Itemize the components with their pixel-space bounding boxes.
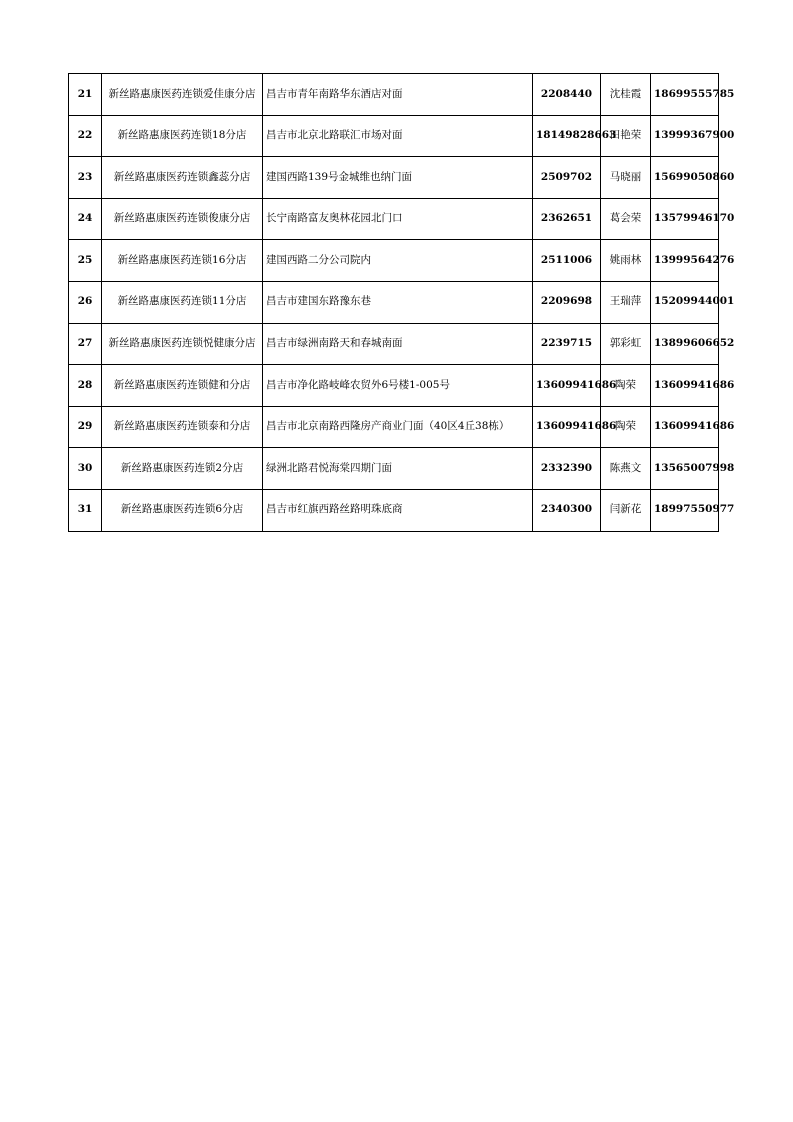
table-row xyxy=(69,198,719,240)
store-name: 新丝路惠康医药连锁11分店 xyxy=(102,281,263,323)
row-number: 31 xyxy=(69,489,102,531)
store-name: 新丝路惠康医药连锁6分店 xyxy=(102,489,263,531)
store-address: 昌吉市红旗西路丝路明珠底商 xyxy=(263,489,533,531)
store-phone: 2239715 xyxy=(533,323,601,365)
store-phone: 2209698 xyxy=(533,281,601,323)
contact-mobile: 13565007998 xyxy=(651,448,719,490)
contact-person: 葛会荣 xyxy=(601,198,651,240)
contact-person: 陈燕文 xyxy=(601,448,651,490)
store-phone: 2340300 xyxy=(533,489,601,531)
store-directory-table xyxy=(68,73,735,532)
table-row xyxy=(69,115,719,157)
contact-person: 沈桂霞 xyxy=(601,74,651,116)
store-rows xyxy=(69,74,735,532)
contact-person: 马晓丽 xyxy=(601,157,651,199)
row-number: 21 xyxy=(69,74,102,116)
store-name: 新丝路惠康医药连锁16分店 xyxy=(102,240,263,282)
contact-person: 陶荣 xyxy=(601,406,651,448)
table-row xyxy=(69,157,719,199)
table-row xyxy=(69,406,719,448)
store-phone: 2511006 xyxy=(533,240,601,282)
table-row xyxy=(69,489,719,531)
store-address: 建国西路二分公司院内 xyxy=(263,240,533,282)
contact-person: 田艳荣 xyxy=(601,115,651,157)
store-address: 昌吉市绿洲南路天和春城南面 xyxy=(263,323,533,365)
row-number: 24 xyxy=(69,198,102,240)
contact-mobile: 13999367900 xyxy=(651,115,719,157)
store-address: 昌吉市建国东路豫东巷 xyxy=(263,281,533,323)
row-number: 28 xyxy=(69,365,102,407)
contact-mobile: 13609941686 xyxy=(651,406,719,448)
store-address: 昌吉市净化路岐峰农贸外6号楼1-005号 xyxy=(263,365,533,407)
store-name: 新丝路惠康医药连锁鑫蕊分店 xyxy=(102,157,263,199)
store-phone: 2208440 xyxy=(533,74,601,116)
contact-person: 闫新花 xyxy=(601,489,651,531)
store-name: 新丝路惠康医药连锁俊康分店 xyxy=(102,198,263,240)
store-name: 新丝路惠康医药连锁2分店 xyxy=(102,448,263,490)
store-name: 新丝路惠康医药连锁18分店 xyxy=(102,115,263,157)
row-number: 26 xyxy=(69,281,102,323)
contact-mobile: 13579946170 xyxy=(651,198,719,240)
store-phone: 13609941686 xyxy=(533,406,601,448)
store-phone: 2509702 xyxy=(533,157,601,199)
contact-person: 陶荣 xyxy=(601,365,651,407)
table-row xyxy=(69,74,719,116)
table-row xyxy=(69,240,719,282)
store-address: 绿洲北路君悦海棠四期门面 xyxy=(263,448,533,490)
store-name: 新丝路惠康医药连锁悦健康分店 xyxy=(102,323,263,365)
contact-mobile: 13609941686 xyxy=(651,365,719,407)
row-number: 23 xyxy=(69,157,102,199)
store-address: 建国西路139号金城维也纳门面 xyxy=(263,157,533,199)
store-name: 新丝路惠康医药连锁健和分店 xyxy=(102,365,263,407)
store-phone: 2332390 xyxy=(533,448,601,490)
contact-mobile: 13899606652 xyxy=(651,323,719,365)
store-address: 昌吉市北京北路联汇市场对面 xyxy=(263,115,533,157)
row-number: 29 xyxy=(69,406,102,448)
row-number: 25 xyxy=(69,240,102,282)
contact-mobile: 15699050860 xyxy=(651,157,719,199)
store-address: 昌吉市北京南路西隆房产商业门面（40区4丘38栋） xyxy=(263,406,533,448)
table-row xyxy=(69,281,719,323)
store-address: 昌吉市青年南路华东酒店对面 xyxy=(263,74,533,116)
contact-mobile: 13999564276 xyxy=(651,240,719,282)
store-phone: 13609941686 xyxy=(533,365,601,407)
table-row xyxy=(69,448,719,490)
store-phone: 18149828663 xyxy=(533,115,601,157)
table-row xyxy=(69,323,719,365)
contact-mobile: 15209944001 xyxy=(651,281,719,323)
contact-mobile: 18699555785 xyxy=(651,74,719,116)
contact-person: 王瑞萍 xyxy=(601,281,651,323)
store-phone: 2362651 xyxy=(533,198,601,240)
contact-person: 郭彩虹 xyxy=(601,323,651,365)
store-address: 长宁南路富友奥林花园北门口 xyxy=(263,198,533,240)
store-name: 新丝路惠康医药连锁爱佳康分店 xyxy=(102,74,263,116)
row-number: 30 xyxy=(69,448,102,490)
table-row xyxy=(69,365,719,407)
store-name: 新丝路惠康医药连锁泰和分店 xyxy=(102,406,263,448)
row-number: 22 xyxy=(69,115,102,157)
contact-person: 姚雨林 xyxy=(601,240,651,282)
contact-mobile: 18997550977 xyxy=(651,489,719,531)
row-number: 27 xyxy=(69,323,102,365)
